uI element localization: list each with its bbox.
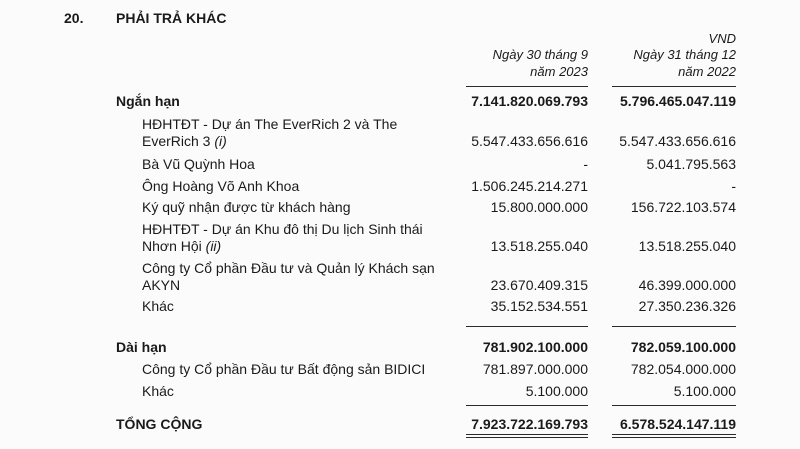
row-value-2023: 13.518.255.040 — [490, 238, 588, 254]
double-underline-2022-b — [612, 437, 736, 438]
column-header-2022-line1: Ngày 31 tháng 12 — [633, 47, 736, 62]
subtotal-rule-2023 — [466, 326, 588, 327]
row-label-cont: AKYN — [142, 277, 181, 293]
short-term-total-2023: 7.141.820.069.793 — [471, 93, 588, 109]
row-value-2023: 15.800.000.000 — [490, 199, 588, 215]
row-value-2023: - — [583, 156, 588, 172]
column-header-2023-line1: Ngày 30 tháng 9 — [492, 47, 588, 62]
row-label: Công ty Cổ phần Đầu tư và Quản lý Khách sạn — [142, 260, 435, 276]
column-header-2023 — [493, 46, 588, 80]
subtotal-rule-2022 — [612, 326, 736, 327]
row-label-cont: Nhơn Hội (ii) — [142, 238, 222, 254]
row-value-2022: 46.399.000.000 — [638, 277, 736, 293]
grand-total-2022: 6.578.524.147.119 — [619, 416, 736, 432]
total-rule-2023 — [466, 405, 588, 406]
column-header-underline-2023 — [466, 86, 588, 87]
row-value-2022: 5.041.795.563 — [646, 156, 736, 172]
row-value-2022: 13.518.255.040 — [638, 238, 736, 254]
long-term-total-2023: 781.902.100.000 — [482, 339, 588, 355]
double-underline-2023-b — [466, 437, 588, 438]
row-value-2023: 1.506.245.214.271 — [471, 178, 588, 194]
row-label: Khác — [142, 383, 174, 399]
row-label: HĐHTĐT - Dự án Khu đô thị Du lịch Sinh thái — [142, 221, 423, 237]
column-header-2023-line2: năm 2023 — [530, 64, 588, 79]
row-value-2022: 27.350.236.326 — [638, 298, 736, 314]
row-label: Ký quỹ nhận được từ khách hàng — [142, 199, 351, 215]
row-label: Khác — [142, 298, 174, 314]
row-value-2023: 5.100.000 — [525, 383, 588, 399]
row-value-2023: 35.152.534.551 — [490, 298, 588, 314]
row-value-2023: 781.897.000.000 — [482, 361, 588, 377]
row-value-2022: 5.547.433.656.616 — [619, 133, 736, 149]
row-value-2023: 5.547.433.656.616 — [471, 133, 588, 149]
row-value-2022: 5.100.000 — [673, 383, 736, 399]
grand-total-2023: 7.923.722.169.793 — [471, 416, 588, 432]
long-term-total-2022: 782.059.100.000 — [630, 339, 736, 355]
short-term-total-2022: 5.796.465.047.119 — [619, 93, 736, 109]
row-value-2023: 23.670.409.315 — [490, 277, 588, 293]
total-rule-2022 — [612, 405, 736, 406]
row-value-2022: 782.054.000.000 — [630, 361, 736, 377]
currency-unit: VND — [708, 31, 736, 46]
row-label: Bà Vũ Quỳnh Hoa — [142, 156, 255, 172]
column-header-underline-2022 — [612, 86, 736, 87]
grand-total-label: TỔNG CỘNG — [116, 416, 203, 432]
row-label-cont: EverRich 3 (i) — [142, 133, 227, 149]
row-value-2022: - — [731, 178, 736, 194]
column-header-2022-line2: năm 2022 — [678, 64, 736, 79]
section-title: PHẢI TRẢ KHÁC — [116, 10, 227, 26]
double-underline-2022-a — [612, 434, 736, 435]
double-underline-2023-a — [466, 434, 588, 435]
row-label: Công ty Cổ phần Đầu tư Bất động sản BIDICI — [142, 361, 426, 377]
section-number: 20. — [64, 10, 84, 26]
short-term-label: Ngắn hạn — [116, 93, 180, 109]
long-term-label: Dài hạn — [116, 339, 167, 355]
column-header-2022 — [633, 46, 736, 80]
row-label: Ông Hoàng Võ Anh Khoa — [142, 178, 300, 194]
row-value-2022: 156.722.103.574 — [630, 199, 736, 215]
row-label: HĐHTĐT - Dự án The EverRich 2 và The — [142, 116, 398, 132]
